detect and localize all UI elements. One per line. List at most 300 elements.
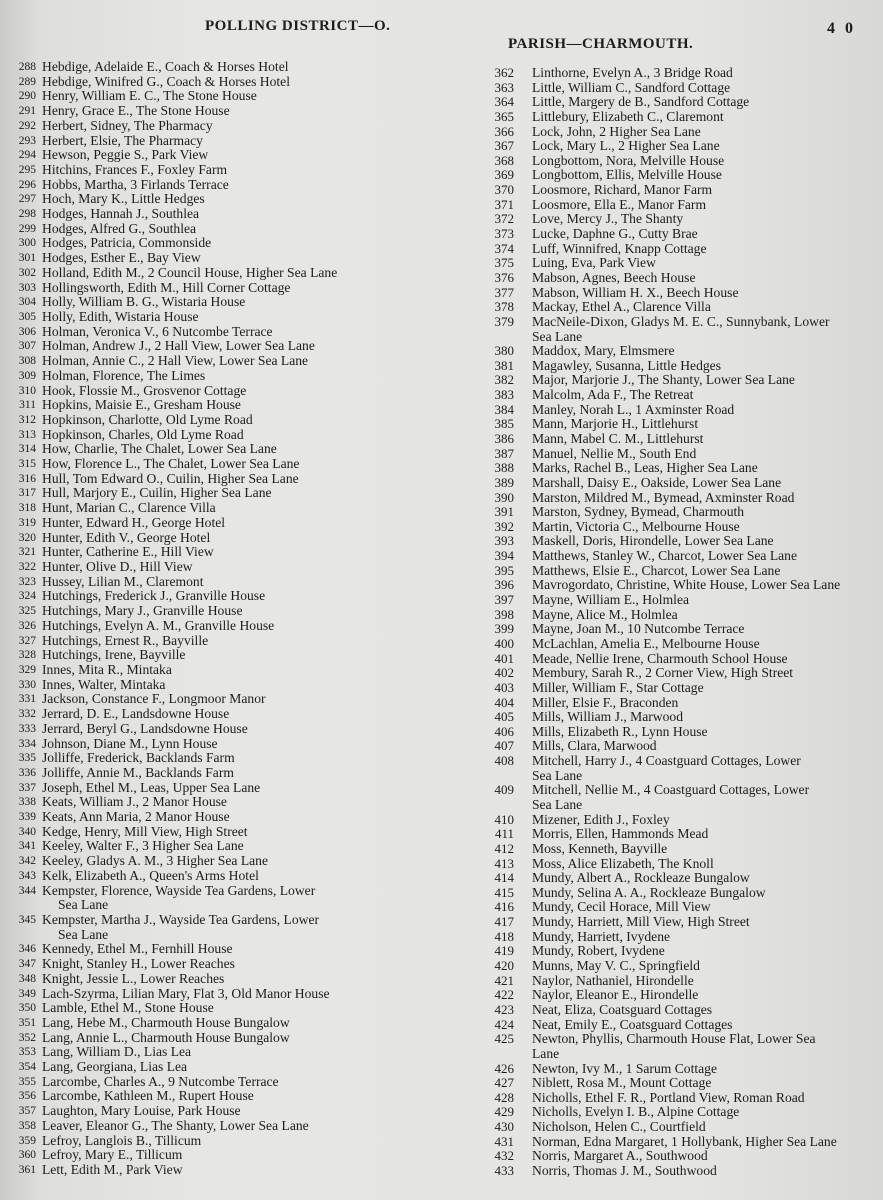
elector-name-address: Mills, Elizabeth R., Lynn House: [532, 723, 708, 739]
elector-number: 414: [494, 870, 514, 886]
elector-number: 350: [18, 1002, 36, 1015]
elector-name-address: How, Charlie, The Chalet, Lower Sea Lane: [42, 441, 277, 457]
elector-number: 341: [18, 840, 36, 853]
elector-number: 432: [494, 1148, 514, 1164]
elector-name-address: Lefroy, Mary E., Tillicum: [42, 1147, 183, 1163]
elector-number: 426: [494, 1060, 514, 1076]
elector-number: 402: [494, 665, 514, 681]
elector-number: 302: [18, 266, 36, 279]
elector-number: 296: [18, 178, 36, 191]
elector-number: 309: [18, 369, 36, 382]
elector-name-address: Norris, Thomas J. M., Southwood: [532, 1163, 717, 1178]
elector-name-address: Mackay, Ethel A., Clarence Villa: [532, 299, 711, 315]
elector-name-address: Holman, Annie C., 2 Hall View, Lower Sea Lane: [42, 353, 309, 369]
elector-name-address: Nicholls, Ethel F. R., Portland View, Roman Road: [532, 1089, 805, 1105]
elector-number: 316: [18, 472, 36, 485]
elector-number: 324: [18, 590, 36, 603]
elector-name-address: How, Florence L., The Chalet, Lower Sea Lane: [42, 456, 300, 472]
elector-name-address: Niblett, Rosa M., Mount Cottage: [532, 1075, 712, 1091]
elector-number: 413: [494, 855, 514, 871]
elector-number: 353: [18, 1046, 36, 1059]
elector-name-address: Larcombe, Charles A., 9 Nutcombe Terrace: [42, 1073, 279, 1089]
elector-number: 351: [18, 1016, 36, 1029]
elector-name-address: Holly, Edith, Wistaria House: [42, 309, 199, 324]
elector-number: 387: [494, 445, 514, 461]
parish-header: PARISH—CHARMOUTH.: [508, 36, 694, 52]
elector-number: 390: [494, 489, 514, 505]
elector-number: 319: [18, 516, 36, 529]
elector-name-address: Keeley, Gladys A. M., 3 Higher Sea Lane: [42, 853, 268, 869]
elector-number: 326: [18, 619, 36, 632]
elector-name-address: Hook, Flossie M., Grosvenor Cottage: [42, 382, 247, 398]
elector-number: 380: [494, 343, 514, 359]
elector-number: 320: [18, 531, 36, 544]
elector-number: 372: [494, 211, 514, 227]
elector-number: 396: [494, 577, 514, 593]
elector-number: 412: [494, 840, 514, 856]
elector-name-address: Jolliffe, Annie M., Backlands Farm: [42, 764, 234, 780]
elector-address-continued: Lane: [532, 1045, 560, 1061]
elector-number: 404: [494, 694, 514, 710]
elector-number: 337: [18, 781, 36, 794]
elector-number: 313: [18, 428, 36, 441]
elector-number: 355: [18, 1075, 36, 1088]
elector-number: 399: [494, 621, 514, 637]
elector-number: 327: [18, 634, 36, 647]
elector-name-address: Little, Margery de B., Sandford Cottage: [532, 94, 750, 110]
elector-number: 408: [494, 753, 514, 769]
elector-name-address: Hutchings, Mary J., Granville House: [42, 603, 243, 619]
elector-name-address: Holman, Andrew J., 2 Hall View, Lower Sea Lane: [42, 338, 315, 354]
elector-name-address: Luing, Eva, Park View: [532, 255, 656, 271]
elector-number: 325: [18, 605, 36, 618]
elector-number: 425: [494, 1031, 514, 1047]
elector-number: 301: [18, 252, 36, 265]
elector-address-continued: Sea Lane: [532, 767, 583, 783]
elector-number: 419: [494, 943, 514, 959]
elector-name-address: Joseph, Ethel M., Leas, Upper Sea Lane: [42, 779, 261, 795]
elector-number: 342: [18, 855, 36, 868]
elector-name-address: Hitchins, Frances F., Foxley Farm: [42, 161, 228, 177]
elector-name-address: Jolliffe, Frederick, Backlands Farm: [42, 750, 235, 766]
elector-name-address: Knight, Jessie L., Lower Reaches: [42, 970, 225, 986]
elector-number: 314: [18, 443, 36, 456]
elector-name-address: Hutchings, Evelyn A. M., Granville House: [42, 617, 275, 633]
elector-name-address: Hopkinson, Charles, Old Lyme Road: [42, 426, 244, 442]
elector-name-address: Hodges, Patricia, Commonside: [42, 235, 212, 251]
elector-name-address: Mizener, Edith J., Foxley: [532, 811, 670, 827]
elector-number: 333: [18, 722, 36, 735]
elector-number: 354: [18, 1061, 36, 1074]
elector-name-address: Hodges, Hannah J., Southlea: [42, 206, 200, 222]
elector-number: 330: [18, 678, 36, 691]
elector-number: 294: [18, 149, 36, 162]
elector-name-address: Hodges, Esther E., Bay View: [42, 250, 201, 266]
elector-number: 300: [18, 237, 36, 250]
elector-number: 359: [18, 1134, 36, 1147]
elector-number: 400: [494, 635, 514, 651]
elector-number: 428: [494, 1089, 514, 1105]
elector-name-address: Hussey, Lilian M., Claremont: [42, 573, 204, 589]
elector-name-address: Lang, Hebe M., Charmouth House Bungalow: [42, 1014, 290, 1030]
elector-name-address: Marks, Rachel B., Leas, Higher Sea Lane: [532, 460, 758, 476]
elector-number: 305: [18, 311, 36, 323]
elector-name-address: Hoch, Mary K., Little Hedges: [42, 191, 205, 207]
elector-number: 405: [494, 709, 514, 725]
elector-name-address: Hutchings, Ernest R., Bayville: [42, 632, 209, 648]
elector-name-address: Henry, William E. C., The Stone House: [42, 88, 257, 104]
elector-number: 383: [494, 387, 514, 403]
elector-name-address: Littlebury, Elizabeth C., Claremont: [532, 108, 724, 124]
elector-number: 332: [18, 708, 36, 721]
elector-name-address: Martin, Victoria C., Melbourne House: [532, 518, 740, 534]
elector-number: 352: [18, 1031, 36, 1044]
page-number: 4 0: [827, 20, 856, 37]
elector-number: 315: [18, 458, 36, 471]
elector-number: 418: [494, 928, 514, 944]
elector-name-address: Jerrard, Beryl G., Landsdowne House: [42, 720, 248, 736]
elector-name-address: Manley, Norah L., 1 Axminster Road: [532, 401, 735, 417]
elector-number: 368: [494, 152, 514, 168]
elector-number: 386: [494, 431, 514, 446]
elector-name-address: Lang, Annie L., Charmouth House Bungalow: [42, 1029, 290, 1045]
elector-number: 339: [18, 811, 36, 824]
elector-name-address: Mitchell, Harry J., 4 Coastguard Cottages, Lower: [532, 753, 801, 769]
elector-number: 401: [494, 650, 514, 666]
elector-number: 306: [18, 325, 36, 338]
elector-number: 397: [494, 592, 514, 608]
elector-number: 409: [494, 782, 514, 798]
elector-number: 371: [494, 196, 514, 212]
elector-number: 394: [494, 548, 514, 564]
elector-name-address: Little, William C., Sandford Cottage: [532, 79, 731, 95]
elector-number: 382: [494, 372, 514, 388]
elector-name-address: Hebdige, Winifred G., Coach & Horses Hotel: [42, 73, 290, 89]
elector-number: 358: [18, 1119, 36, 1132]
elector-number: 331: [18, 693, 36, 706]
elector-number: 304: [18, 296, 36, 309]
elector-name-address: Keats, Ann Maria, 2 Manor House: [42, 809, 230, 825]
elector-name-address: Naylor, Eleanor E., Hirondelle: [532, 987, 699, 1003]
elector-number: 345: [18, 913, 36, 926]
elector-name-address: Hunter, Catherine E., Hill View: [42, 544, 214, 560]
elector-number: 323: [18, 575, 36, 588]
elector-name-address: Loosmore, Richard, Manor Farm: [532, 182, 713, 198]
elector-name-address: Membury, Sarah R., 2 Corner View, High Street: [532, 665, 794, 681]
elector-number: 385: [494, 416, 514, 432]
elector-number: 410: [494, 811, 514, 827]
elector-number: 360: [18, 1149, 36, 1162]
elector-name-address: Lamble, Ethel M., Stone House: [42, 1000, 214, 1016]
elector-name-address: Larcombe, Kathleen M., Rupert House: [42, 1088, 254, 1104]
elector-number: 430: [494, 1119, 514, 1135]
elector-name-address: Marston, Mildred M., Bymead, Axminster Road: [532, 489, 795, 505]
elector-name-address: Magawley, Susanna, Little Hedges: [532, 357, 722, 373]
elector-name-address: Lach-Szyrma, Lilian Mary, Flat 3, Old Manor House: [42, 985, 330, 1001]
elector-name-address: Holly, William B. G., Wistaria House: [42, 294, 246, 310]
elector-name-address: Hebdige, Adelaide E., Coach & Horses Hotel: [42, 59, 289, 74]
elector-name-address: Keeley, Walter F., 3 Higher Sea Lane: [42, 838, 244, 854]
elector-name-address: Mayne, William E., Holmlea: [532, 592, 690, 608]
elector-number: 411: [494, 826, 514, 842]
elector-number: 308: [18, 355, 36, 368]
elector-name-address: Johnson, Diane M., Lynn House: [42, 735, 218, 751]
elector-number: 417: [494, 914, 514, 930]
elector-name-address: Innes, Walter, Mintaka: [42, 676, 166, 692]
elector-name-address: Mitchell, Nellie M., 4 Coastguard Cottages, Lower: [532, 782, 810, 798]
elector-number: 407: [494, 738, 514, 754]
polling-district-header: POLLING DISTRICT—O.: [205, 18, 391, 34]
elector-name-address: Hutchings, Frederick J., Granville House: [42, 588, 266, 604]
elector-name-address: Mundy, Albert A., Rockleaze Bungalow: [532, 870, 750, 886]
elector-name-address: Jerrard, D. E., Landsdowne House: [42, 706, 230, 722]
elector-name-address: Hunter, Edward H., George Hotel: [42, 514, 226, 530]
elector-number: 363: [494, 79, 514, 95]
elector-name-address: Mills, William J., Marwood: [532, 709, 683, 725]
elector-name-address: Mundy, Robert, Ivydene: [532, 943, 665, 959]
elector-name-address: Hewson, Peggie S., Park View: [42, 147, 209, 163]
elector-name-address: Hunter, Olive D., Hill View: [42, 559, 193, 575]
elector-number: 381: [494, 357, 514, 373]
elector-number: 403: [494, 679, 514, 695]
elector-name-address: Mann, Marjorie H., Littlehurst: [532, 416, 699, 432]
elector-number: 303: [18, 281, 36, 294]
elector-number: 297: [18, 193, 36, 206]
elector-name-address: Neat, Eliza, Coatsguard Cottages: [532, 1001, 713, 1017]
elector-name-address: Lock, John, 2 Higher Sea Lane: [532, 123, 701, 139]
elector-number: 415: [494, 884, 514, 900]
elector-number: 420: [494, 958, 514, 974]
elector-name-address: Love, Mercy J., The Shanty: [532, 211, 684, 227]
elector-number: 347: [18, 958, 36, 971]
elector-name-address: Kennedy, Ethel M., Fernhill House: [42, 941, 233, 957]
elector-name-address: Hopkins, Maisie E., Gresham House: [42, 397, 241, 413]
elector-number: 364: [494, 94, 514, 110]
elector-number: 289: [18, 75, 36, 88]
elector-number: 357: [18, 1105, 36, 1118]
elector-number: 362: [494, 65, 514, 80]
elector-number: 346: [18, 943, 36, 956]
elector-name-address: Neat, Emily E., Coatsguard Cottages: [532, 1016, 733, 1032]
elector-number: 366: [494, 123, 514, 139]
elector-name-address: Norris, Margaret A., Southwood: [532, 1148, 708, 1164]
elector-name-address: Innes, Mita R., Mintaka: [42, 661, 172, 677]
elector-name-address: Newton, Ivy M., 1 Sarum Cottage: [532, 1060, 718, 1076]
elector-number: 311: [19, 399, 36, 412]
elector-number: 391: [494, 504, 514, 520]
elector-number: 318: [18, 502, 36, 515]
elector-name-address: Nicholls, Evelyn I. B., Alpine Cottage: [532, 1104, 740, 1120]
elector-number: 349: [18, 987, 36, 1000]
elector-number: 290: [18, 90, 36, 103]
elector-number: 378: [494, 299, 514, 315]
elector-number: 348: [18, 972, 36, 985]
elector-name-address: Kempster, Martha J., Wayside Tea Gardens, Lower: [42, 911, 320, 927]
elector-number: 429: [494, 1104, 514, 1120]
elector-name-address: Loosmore, Ella E., Manor Farm: [532, 196, 707, 212]
elector-number: 336: [18, 766, 36, 779]
elector-name-address: Hobbs, Martha, 3 Firlands Terrace: [42, 176, 229, 192]
elector-number: 395: [494, 562, 514, 578]
elector-name-address: Manuel, Nellie M., South End: [532, 445, 697, 461]
elector-name-address: Meade, Nellie Irene, Charmouth School House: [532, 650, 788, 666]
elector-number: 307: [18, 340, 36, 353]
elector-number: 322: [18, 561, 36, 574]
elector-number: 398: [494, 606, 514, 622]
elector-number: 427: [494, 1075, 514, 1091]
elector-name-address: Hull, Tom Edward O., Cuilin, Higher Sea Lane: [42, 470, 299, 486]
elector-name-address: Holland, Edith M., 2 Council House, Higher Sea Lane: [42, 264, 338, 280]
elector-number: 422: [494, 987, 514, 1003]
elector-name-address: Holman, Veronica V., 6 Nutcombe Terrace: [42, 323, 273, 339]
elector-number: 389: [494, 474, 514, 490]
elector-name-address: McLachlan, Amelia E., Melbourne House: [532, 635, 760, 651]
elector-name-address: Lucke, Daphne G., Cutty Brae: [532, 226, 698, 242]
elector-name-address: Henry, Grace E., The Stone House: [42, 103, 230, 119]
elector-name-address: Keats, William J., 2 Manor House: [42, 794, 227, 810]
elector-name-address: Hollingsworth, Edith M., Hill Corner Cottage: [42, 279, 291, 295]
elector-number: 392: [494, 518, 514, 534]
elector-name-address: Marshall, Daisy E., Oakside, Lower Sea Lane: [532, 474, 782, 490]
elector-number: 375: [494, 255, 514, 271]
elector-name-address: Moss, Kenneth, Bayville: [532, 840, 668, 856]
elector-address-continued: Sea Lane: [532, 796, 583, 812]
elector-address-continued: Sea Lane: [532, 328, 583, 344]
elector-number: 288: [18, 61, 36, 73]
elector-number: 340: [18, 825, 36, 838]
elector-number: 329: [18, 663, 36, 676]
elector-number: 291: [18, 105, 36, 118]
elector-name-address: Kempster, Florence, Wayside Tea Gardens, Lower: [42, 882, 316, 898]
elector-number: 376: [494, 269, 514, 285]
elector-number: 377: [494, 284, 514, 300]
elector-number: 370: [494, 182, 514, 198]
elector-name-address: Maddox, Mary, Elmsmere: [532, 343, 675, 359]
elector-number: 344: [18, 884, 36, 897]
elector-name-address: Mann, Mabel C. M., Littlehurst: [532, 431, 704, 446]
elector-name-address: Nicholson, Helen C., Courtfield: [532, 1119, 706, 1135]
elector-name-address: Miller, William F., Star Cottage: [532, 679, 704, 695]
elector-number: 433: [494, 1163, 514, 1178]
elector-name-address: Mills, Clara, Marwood: [532, 738, 657, 754]
elector-number: 328: [18, 649, 36, 662]
elector-name-address: Mundy, Cecil Horace, Mill View: [532, 899, 711, 915]
elector-name-address: Moss, Alice Elizabeth, The Knoll: [532, 855, 714, 871]
elector-name-address: Jackson, Constance F., Longmoor Manor: [42, 691, 266, 707]
elector-number: 343: [18, 869, 36, 882]
elector-name-address: Kedge, Henry, Mill View, High Street: [42, 823, 248, 839]
elector-name-address: Lefroy, Langlois B., Tillicum: [42, 1132, 202, 1148]
elector-name-address: Mabson, Agnes, Beech House: [532, 269, 696, 285]
elector-name-address: Hunt, Marian C., Clarence Villa: [42, 500, 216, 516]
elector-name-address: Lang, Georgiana, Lias Lea: [42, 1059, 188, 1075]
elector-name-address: Herbert, Elsie, The Pharmacy: [42, 132, 203, 148]
elector-name-address: Hodges, Alfred G., Southlea: [42, 220, 197, 236]
elector-number: 373: [494, 226, 514, 242]
elector-number: 388: [494, 460, 514, 476]
elector-number: 295: [18, 163, 36, 176]
elector-number: 406: [494, 723, 514, 739]
elector-number: 393: [494, 533, 514, 549]
elector-name-address: Hutchings, Irene, Bayville: [42, 647, 186, 663]
elector-name-address: Marston, Sydney, Bymead, Charmouth: [532, 504, 745, 520]
elector-name-address: Mundy, Harriett, Mill View, High Street: [532, 914, 750, 930]
elector-name-address: Longbottom, Ellis, Melville House: [532, 167, 722, 183]
elector-number: 423: [494, 1001, 514, 1017]
elector-name-address: Matthews, Stanley W., Charcot, Lower Sea Lane: [532, 548, 798, 564]
elector-number: 369: [494, 167, 514, 183]
elector-name-address: Lang, William D., Lias Lea: [42, 1044, 192, 1060]
elector-name-address: Norman, Edna Margaret, 1 Hollybank, Higher Sea Lane: [532, 1133, 837, 1149]
elector-number: 379: [494, 313, 514, 329]
elector-number: 365: [494, 108, 514, 124]
elector-name-address: Mundy, Selina A. A., Rockleaze Bungalow: [532, 884, 766, 900]
elector-name-address: Malcolm, Ada F., The Retreat: [532, 387, 694, 403]
elector-name-address: Naylor, Nathaniel, Hirondelle: [532, 972, 694, 988]
elector-name-address: Mayne, Joan M., 10 Nutcombe Terrace: [532, 621, 745, 637]
elector-name-address: Knight, Stanley H., Lower Reaches: [42, 956, 235, 972]
elector-number: 298: [18, 208, 36, 221]
elector-number: 424: [494, 1016, 514, 1032]
elector-name-address: Miller, Elsie F., Braconden: [532, 694, 679, 710]
elector-number: 312: [18, 413, 36, 426]
elector-address-continued: Sea Lane: [58, 926, 109, 942]
elector-number: 317: [18, 487, 36, 500]
elector-number: 310: [18, 384, 36, 397]
elector-name-address: Laughton, Mary Louise, Park House: [42, 1103, 241, 1119]
elector-name-address: Mayne, Alice M., Holmlea: [532, 606, 678, 622]
elector-name-address: Linthorne, Evelyn A., 3 Bridge Road: [532, 65, 733, 80]
elector-number: 421: [494, 972, 514, 988]
elector-name-address: Mabson, William H. X., Beech House: [532, 284, 739, 300]
elector-name-address: Hunter, Edith V., George Hotel: [42, 529, 211, 545]
elector-number: 335: [18, 752, 36, 765]
elector-number: 367: [494, 138, 514, 154]
elector-name-address: Morris, Ellen, Hammonds Mead: [532, 826, 709, 842]
elector-name-address: Kelk, Elizabeth A., Queen's Arms Hotel: [42, 867, 259, 883]
elector-number: 416: [494, 899, 514, 915]
elector-name-address: Mundy, Harriett, Ivydene: [532, 928, 671, 944]
elector-name-address: Herbert, Sidney, The Pharmacy: [42, 117, 213, 133]
elector-name-address: Newton, Phyllis, Charmouth House Flat, Lower Sea: [532, 1031, 816, 1047]
elector-name-address: Major, Marjorie J., The Shanty, Lower Sea Lane: [532, 372, 795, 388]
elector-number: 356: [18, 1090, 36, 1103]
elector-number: 293: [18, 134, 36, 147]
elector-number: 321: [18, 546, 36, 559]
elector-name-address: Lett, Edith M., Park View: [42, 1162, 183, 1177]
elector-name-address: Lock, Mary L., 2 Higher Sea Lane: [532, 138, 720, 154]
elector-name-address: Hull, Marjory E., Cuilin, Higher Sea Lane: [42, 485, 272, 501]
elector-number: 338: [18, 796, 36, 809]
elector-name-address: Hopkinson, Charlotte, Old Lyme Road: [42, 411, 253, 427]
elector-name-address: Mavrogordato, Christine, White House, Lower Sea Lane: [532, 577, 841, 593]
elector-number: 292: [18, 119, 36, 132]
elector-name-address: Leaver, Eleanor G., The Shanty, Lower Sea Lane: [42, 1117, 309, 1133]
elector-number: 361: [18, 1164, 36, 1176]
elector-name-address: Matthews, Elsie E., Charcot, Lower Sea Lane: [532, 562, 781, 578]
elector-number: 431: [494, 1133, 514, 1149]
elector-name-address: MacNeile-Dixon, Gladys M. E. C., Sunnybank, Lower: [532, 313, 830, 329]
elector-name-address: Luff, Winnifred, Knapp Cottage: [532, 240, 707, 256]
elector-name-address: Holman, Florence, The Limes: [42, 367, 206, 383]
elector-name-address: Munns, May V. C., Springfield: [532, 958, 700, 974]
elector-number: 384: [494, 401, 514, 417]
elector-name-address: Longbottom, Nora, Melville House: [532, 152, 725, 168]
elector-address-continued: Sea Lane: [58, 897, 109, 913]
elector-number: 334: [18, 737, 36, 750]
elector-number: 374: [494, 240, 514, 256]
elector-name-address: Maskell, Doris, Hirondelle, Lower Sea Lane: [532, 533, 774, 549]
